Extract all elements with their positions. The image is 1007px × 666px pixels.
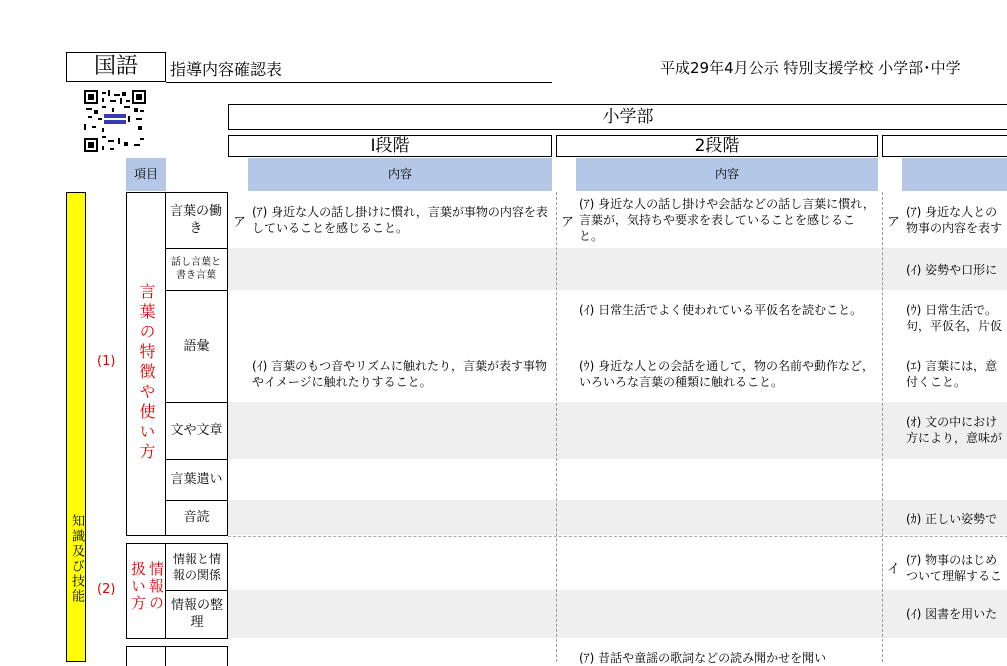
- stage3-words-function: (ｱ) 身近な人との 物事の内容を表す: [906, 205, 1003, 235]
- item-col-left: [165, 543, 166, 639]
- marker-a-stage2: ア: [561, 215, 575, 230]
- school-level-header: 小学部: [228, 104, 1007, 130]
- stage1-words-function: (ｱ) 身近な人の話し掛けに慣れ，言葉が事物の内容を表していることを感じること。: [252, 205, 548, 235]
- row-label-sentences: 文や文章: [170, 423, 223, 438]
- marker-a-stage1: ア: [233, 215, 247, 230]
- stage2-words-function: (ｱ) 身近な人の話し掛けや会話などの話し言葉に慣れ，言葉が，気持ちや要求を表していることを感じること。: [579, 197, 875, 243]
- stage3-sentences: (ｵ) 文の中におけ 方により，意味が: [906, 415, 1003, 445]
- row-label-info-organize: 情報の整理: [170, 598, 223, 630]
- item-header: 項目: [126, 158, 166, 191]
- row-shade: [228, 248, 1007, 290]
- subject-box: 国語: [66, 52, 166, 82]
- group1-title: 言葉の特徴や使い方: [137, 283, 156, 463]
- stage2-header: 2段階: [556, 135, 878, 157]
- group2-title-col2: 情報の: [147, 561, 165, 612]
- item-row-line: [165, 590, 228, 591]
- marker-a-stage3: ア: [887, 215, 901, 230]
- group2-bottom-border: [126, 638, 228, 639]
- item-col-right: [227, 543, 228, 639]
- marker-i-stage3: イ: [887, 562, 901, 577]
- item-col-right: [227, 646, 228, 666]
- row-label-vocabulary: 語彙: [183, 338, 210, 354]
- group3-left-border: [126, 646, 127, 666]
- group2-number: (2): [97, 582, 116, 597]
- group2-left-border: [126, 543, 127, 639]
- group2-top-border: [126, 543, 228, 544]
- stage3-vocabulary-1: (ｳ) 日常生活で。 句，平仮名，片仮: [906, 303, 1003, 333]
- stage2-next-row: (ｱ) 昔話や童謡の歌詞などの読み聞かせを聞い: [579, 651, 827, 665]
- item-row-line: [165, 248, 228, 249]
- stage-divider: [556, 192, 557, 662]
- stage1-header: Ⅰ段階: [228, 135, 552, 157]
- group3-top-border: [126, 646, 228, 647]
- group1-number: (1): [97, 354, 116, 369]
- row-label-reading-aloud: 音読: [183, 510, 210, 525]
- row-label-info-relation: 情報と情報の関係: [172, 552, 221, 582]
- stage3-info-organize: (ｲ) 図書を用いた: [906, 607, 998, 621]
- group1-top-border: [126, 192, 228, 193]
- group1-bottom-border: [126, 535, 228, 536]
- stage2-content-header: 内容: [576, 158, 878, 191]
- group-separator: [228, 536, 1007, 537]
- stage1-content-header: 内容: [248, 158, 552, 191]
- stage3-spoken-written: (ｲ) 姿勢や口形に: [906, 263, 998, 277]
- stage-divider: [882, 192, 883, 662]
- stage3-header: [882, 135, 1007, 157]
- stage3-info-relation: (ｱ) 物事のはじめ ついて理解するこ: [906, 553, 1003, 583]
- document-title: 指導内容確認表: [170, 60, 283, 79]
- stage3-content-header: [902, 158, 1007, 191]
- row-shade: [228, 500, 1007, 535]
- stage3-vocabulary-2: (ｴ) 言葉には，意 付くこと。: [906, 359, 998, 389]
- group2-title-col1: 扱い方: [129, 561, 147, 612]
- item-col-right: [227, 192, 228, 535]
- domain-label: 知識及び技能: [69, 514, 84, 604]
- stage1-vocabulary: (ｲ) 言葉のもつ音やリズムに触れたり，言葉が表す事物やイメージに触れたりすること。: [252, 359, 547, 389]
- row-shade: [228, 402, 1007, 459]
- item-col-left: [165, 646, 166, 666]
- stage3-reading-aloud: (ｶ) 正しい姿勢で: [906, 512, 998, 526]
- stage2-vocabulary-1: (ｲ) 日常生活でよく使われている平仮名を読むこと。: [579, 303, 863, 317]
- qr-code-icon: [84, 90, 146, 152]
- publication-note: 平成29年4月公示 特別支援学校 小学部･中学: [660, 59, 961, 77]
- row-shade: [228, 590, 1007, 638]
- row-label-language-usage: 言葉遣い: [170, 472, 223, 487]
- stage2-vocabulary-2: (ｳ) 身近な人との会話を通して，物の名前や動作など，いろいろな言葉の種類に触れること。: [579, 359, 874, 389]
- row-label-spoken-written: 話し言葉と書き言葉: [171, 257, 221, 281]
- row-label-words-function: 言葉の働き: [170, 204, 223, 236]
- header-underline: [166, 82, 552, 83]
- group1-left-border: [126, 192, 127, 535]
